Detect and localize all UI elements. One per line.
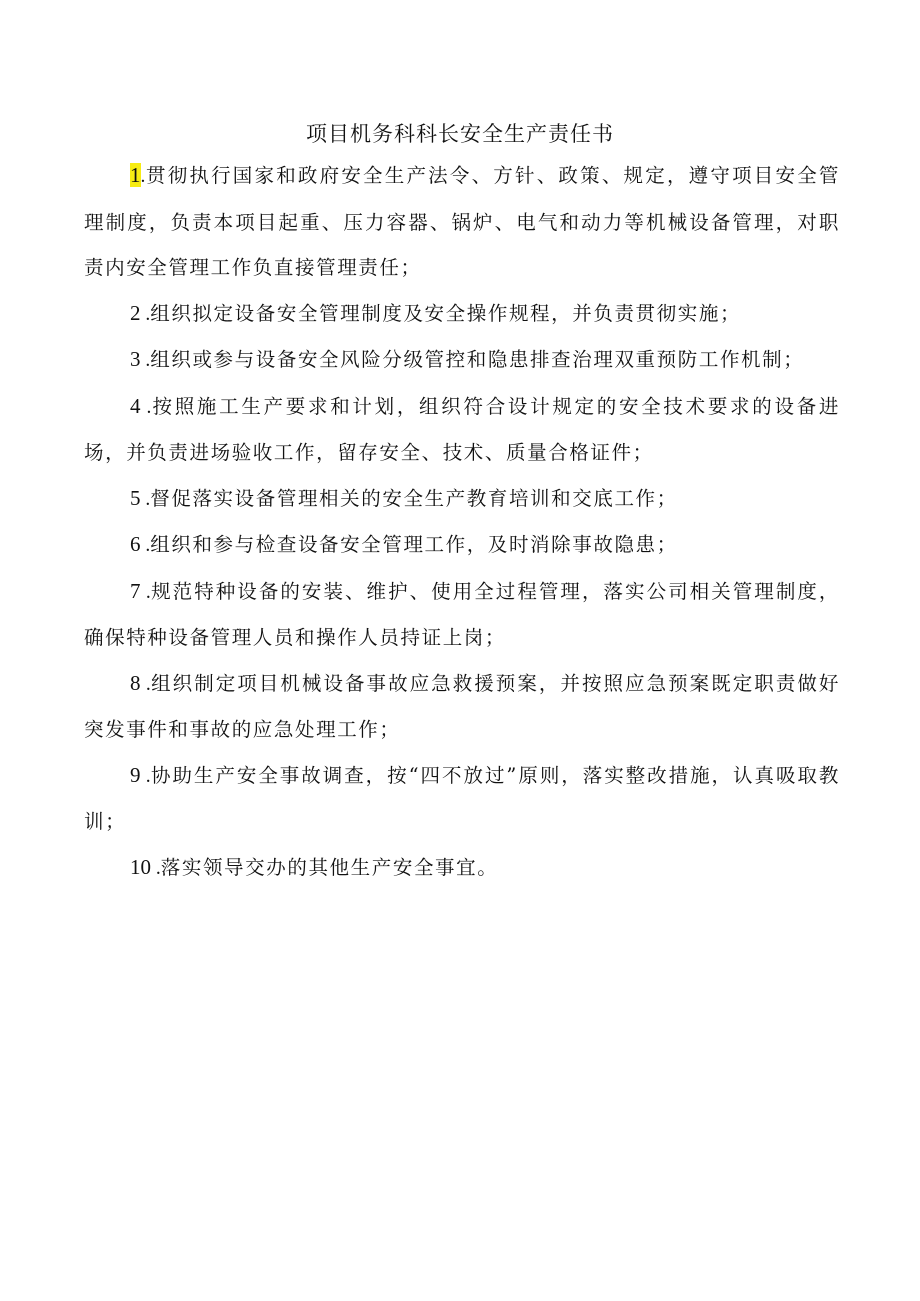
clause-text: 规范特种设备的安装、维护、使用全过程管理，落实公司相关管理制度，确保特种设备管理人员和操作人员持证上岗； — [84, 579, 841, 649]
clause-separator: . — [140, 303, 151, 325]
clause-item — [84, 753, 840, 845]
clause-number: 7 — [130, 578, 141, 603]
clause-item — [84, 569, 840, 661]
clause-text: 落实领导交办的其他生产安全事宜。 — [160, 855, 499, 879]
clause-text: 协助生产安全事故调查，按“四不放过”原则，落实整改措施，认真吸取教训； — [84, 763, 840, 833]
clause-item — [84, 337, 840, 384]
clause-number: 3 — [130, 347, 141, 371]
clause-item — [84, 476, 840, 523]
clause-number: 9 — [130, 762, 141, 787]
clause-item — [84, 153, 840, 291]
clause-text: 组织和参与检查设备安全管理工作，及时消除事故隐患； — [150, 533, 678, 556]
clause-text: 组织或参与设备安全风险分级管控和隐患排查治理双重预防工作机制； — [150, 348, 805, 371]
clause-number: 4 — [130, 393, 141, 418]
clause-number: 1 — [130, 163, 141, 187]
clause-number: 2 — [130, 300, 141, 325]
clause-separator: . — [151, 857, 161, 879]
clause-separator: . — [140, 673, 151, 695]
clause-item — [84, 522, 840, 569]
clause-separator: . — [140, 488, 151, 510]
clause-separator: . — [140, 396, 152, 418]
clause-number: 8 — [130, 670, 141, 695]
clause-list — [84, 153, 840, 891]
clause-item — [84, 845, 840, 892]
clause-separator: . — [140, 535, 151, 556]
clause-number: 5 — [130, 485, 141, 510]
clause-number: 6 — [130, 532, 141, 556]
clause-text: 督促落实设备管理相关的安全生产教育培训和交底工作； — [150, 486, 678, 510]
clause-number: 10 — [130, 854, 151, 879]
clause-separator: . — [140, 765, 151, 787]
clause-item — [84, 291, 840, 338]
clause-item — [84, 661, 840, 753]
clause-separator: . — [140, 581, 151, 603]
clause-separator: . — [140, 166, 146, 187]
clause-text: 组织制定项目机械设备事故应急救援预案，并按照应急预案既定职责做好突发事件和事故的应急处理工作； — [84, 671, 841, 741]
clause-separator: . — [140, 350, 151, 371]
clause-text: 贯彻执行国家和政府安全生产法令、方针、政策、规定，遵守项目安全管理制度，负责本项目起重、压力容器、锅炉、电气和动力等机械设备管理，对职责内安全管理工作负直接管理责任； — [84, 164, 840, 279]
clause-text: 按照施工生产要求和计划，组织符合设计规定的安全技术要求的设备进场，并负责进场验收工作，留存安全、技术、质量合格证件； — [84, 394, 841, 464]
document-title: 项目机务科科长安全生产责任书 — [306, 122, 614, 146]
clause-item — [84, 384, 840, 476]
clause-text: 组织拟定设备安全管理制度及安全操作规程，并负责贯彻实施； — [150, 301, 742, 325]
